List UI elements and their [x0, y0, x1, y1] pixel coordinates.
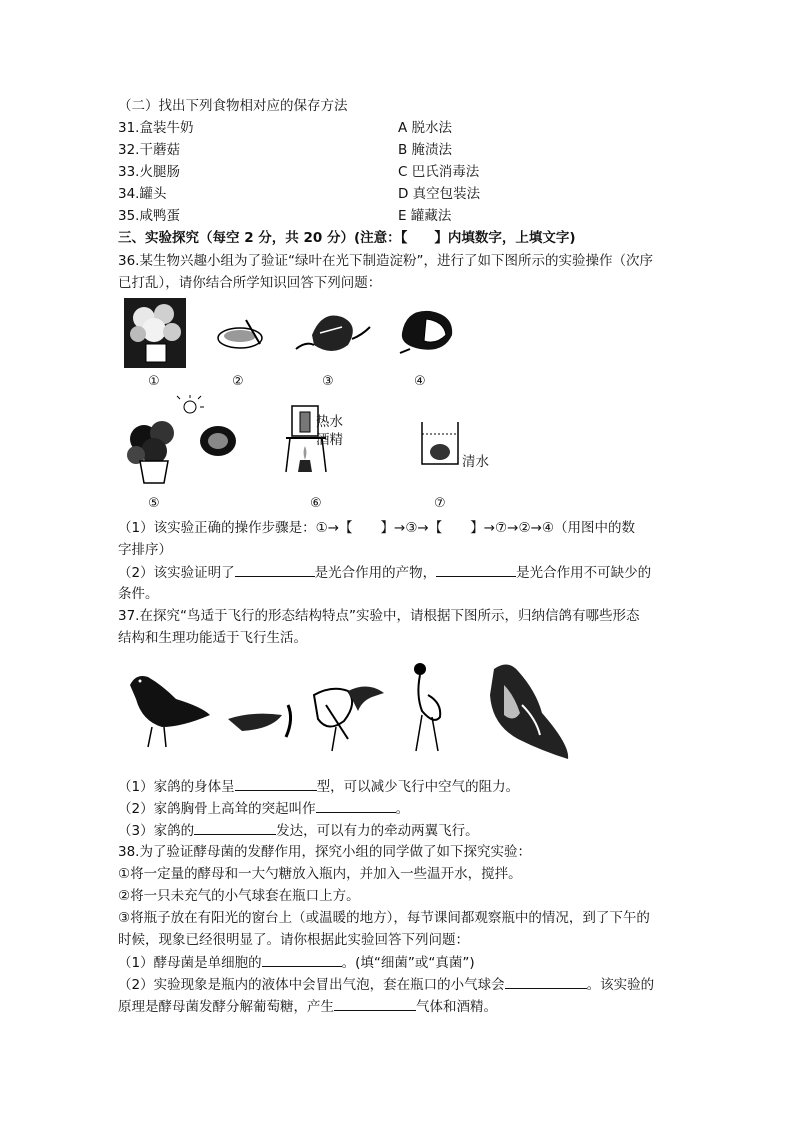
q38-part2-line2	[118, 996, 497, 1017]
q36-stem-line2: 已打乱），请你结合所学知识回答下列问题：	[118, 275, 382, 291]
q38-part1	[118, 952, 475, 973]
leaf-in-hand-figure	[292, 305, 372, 360]
q37-part3-text-a: （3）家鸽的	[118, 823, 195, 839]
q38-gas-blank[interactable]	[334, 996, 416, 1011]
hot-water-label: 热水	[316, 414, 343, 430]
matching-method-b: B 腌渍法	[398, 142, 453, 158]
q38-part2-text-a: （2）实验现象是瓶内的液体中会冒出气泡，套在瓶口的小气球会	[118, 977, 505, 993]
q38-part2-line2-text-b: 气体和酒精。	[416, 999, 497, 1015]
figure-label-2: ②	[232, 374, 244, 389]
q37-part3	[118, 820, 479, 841]
q38-step3-line2: 时候，现象已经很明显了。请你根据此实验回答下列问题：	[118, 932, 469, 948]
q37-part3-text-b: 发达，可以有力的牵动两翼飞行。	[276, 823, 479, 839]
figure-label-6: ⑥	[310, 496, 322, 511]
section2-title: （二）找出下列食物相对应的保存方法	[118, 98, 348, 114]
q36-product-blank[interactable]	[235, 562, 315, 577]
q36-part1-text-b: 】→③→【	[380, 520, 443, 536]
pigeon-structure-figures	[122, 655, 578, 770]
plant-in-sunlight-figure	[122, 395, 238, 487]
q36-part1-line2: 字排序）	[118, 542, 172, 558]
matching-method-c: C 巴氏消毒法	[398, 164, 480, 180]
q38-part2-text-b: 。该实验的	[586, 977, 655, 993]
q38-step3-line1: ③将瓶子放在有阳光的窗台上（或温暖的地方），每节课间都观察瓶中的情况，到了下午的	[118, 910, 650, 926]
matching-food-33: 33.火腿肠	[118, 164, 180, 180]
petri-dish-figure	[216, 318, 266, 350]
q37-body-shape-blank[interactable]	[235, 776, 317, 791]
q36-stem-line1: 36.某生物兴趣小组为了验证“绿叶在光下制造淀粉”，进行了如下图所示的实验操作（次序	[118, 253, 653, 269]
q36-step-blank-1[interactable]	[353, 518, 381, 532]
q38-part1-text-b: 。(填“细菌”或“真菌”)	[341, 955, 475, 971]
q36-part1-text-a: （1）该实验正确的操作步骤是：①→【	[118, 520, 353, 536]
q37-part2-text-b: 。	[395, 801, 410, 817]
clear-water-label: 清水	[462, 454, 489, 470]
q37-stem-line2: 结构和生理功能适于飞行生活。	[118, 630, 307, 646]
q37-stem-line1: 37.在探究“鸟适于飞行的形态结构特点”实验中，请根据下图所示，归纳信鸽有哪些形态	[118, 608, 640, 624]
matching-food-31: 31.盒装牛奶	[118, 120, 194, 136]
q36-part2-line2: 条件。	[118, 586, 159, 602]
q37-part2-text-a: （2）家鸽胸骨上高耸的突起叫作	[118, 801, 316, 817]
alcohol-label: 酒精	[316, 432, 343, 448]
q38-balloon-blank[interactable]	[505, 974, 587, 989]
q36-part1-line1	[118, 518, 635, 538]
matching-method-e: E 罐藏法	[398, 208, 452, 224]
q37-part1-text-b: 型，可以减少飞行中空气的阻力。	[316, 779, 520, 795]
stained-leaf-figure	[396, 305, 458, 355]
figure-label-7: ⑦	[434, 496, 446, 511]
q36-part2-line1	[118, 562, 651, 583]
q38-fungus-blank[interactable]	[262, 952, 342, 967]
matching-method-d: D 真空包装法	[398, 186, 481, 202]
q38-part2-line1	[118, 974, 654, 995]
matching-food-32: 32.干蘑菇	[118, 142, 180, 158]
matching-food-34: 34.罐头	[118, 186, 167, 202]
section3-title: 三、实验探究（每空 2 分，共 20 分）(注意：【 】内填数字，上填文字)	[118, 230, 576, 246]
q37-part2	[118, 798, 409, 819]
q36-condition-blank[interactable]	[436, 562, 516, 577]
figure-label-4: ④	[414, 374, 426, 389]
clear-water-beaker-figure	[420, 420, 464, 466]
q36-part2-text-b: 是光合作用的产物，	[314, 565, 437, 581]
matching-food-35: 35.咸鸭蛋	[118, 208, 180, 224]
q38-part2-line2-text-a: 原理是酵母菌发酵分解葡萄糖，产生	[118, 999, 334, 1015]
q37-part1	[118, 776, 519, 797]
q37-muscle-blank[interactable]	[194, 820, 276, 835]
q36-part2-text-c: 是光合作用不可缺少的	[516, 565, 652, 581]
q38-part1-text-a: （1）酵母菌是单细胞的	[118, 955, 262, 971]
q37-keel-blank[interactable]	[316, 798, 396, 813]
q38-step1: ①将一定量的酵母和一大勺糖放入瓶内，并加入一些温开水，搅拌。	[118, 866, 522, 882]
q38-stem: 38.为了验证酵母菌的发酵作用，探究小组的同学做了如下探究实验：	[118, 844, 531, 860]
figure-label-5: ⑤	[148, 496, 160, 511]
q38-step2: ②将一只未充气的小气球套在瓶口上方。	[118, 888, 360, 904]
q37-part1-text-a: （1）家鸽的身体呈	[118, 779, 235, 795]
potted-plant-figure	[124, 298, 186, 368]
q36-step-blank-2[interactable]	[442, 518, 470, 532]
figure-label-3: ③	[322, 374, 334, 389]
q36-part1-text-c: 】→⑦→②→④（用图中的数	[470, 520, 635, 536]
figure-label-1: ①	[148, 374, 160, 389]
matching-method-a: A 脱水法	[398, 120, 453, 136]
q36-part2-text-a: （2）该实验证明了	[118, 565, 235, 581]
